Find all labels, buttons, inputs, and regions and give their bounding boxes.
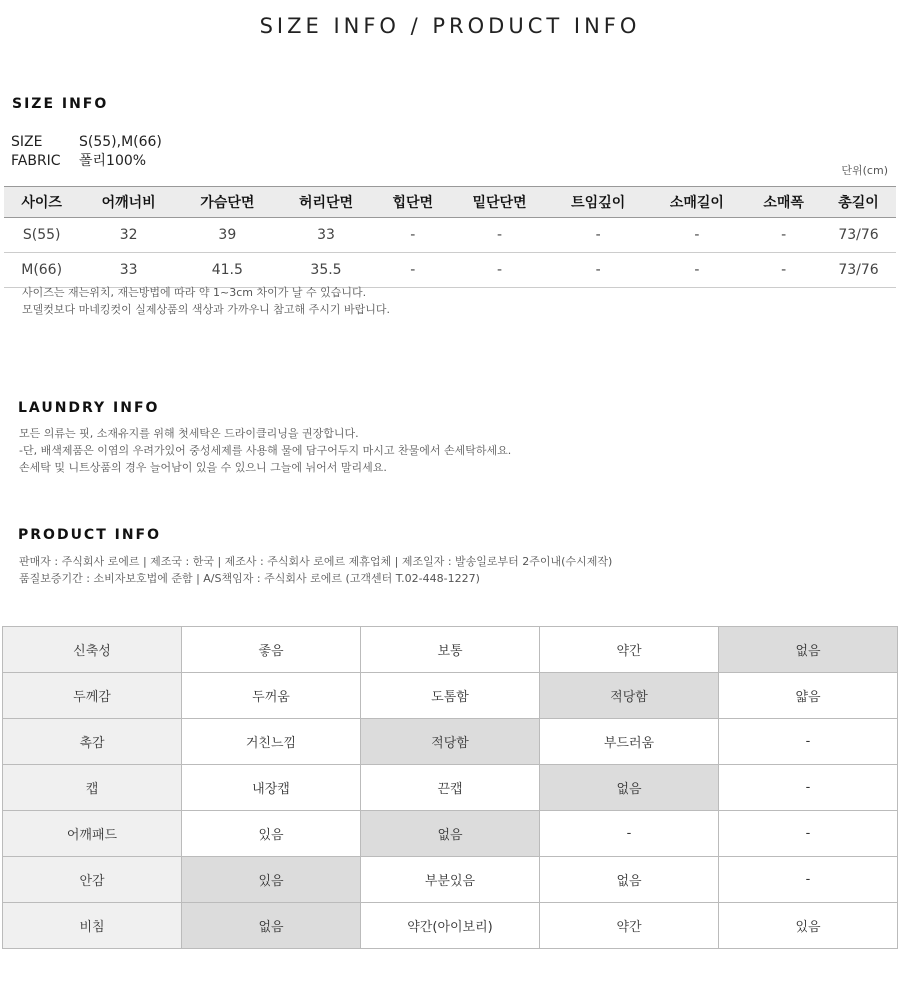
table-cell: 73/76 [821, 218, 896, 253]
attribute-row [3, 627, 898, 673]
attribute-row [3, 719, 898, 765]
attribute-option: 얇음 [719, 673, 898, 719]
table-cell: 32 [79, 218, 178, 253]
size-label: SIZE [11, 134, 43, 150]
attribute-row [3, 811, 898, 857]
size-note: 모델컷보다 마네킹컷이 실제상품의 색상과 가까우니 참고해 주시기 바랍니다. [22, 303, 391, 316]
laundry-info-title: LAUNDRY INFO [18, 400, 160, 416]
table-cell: - [450, 218, 549, 253]
col-header: 힙단면 [375, 187, 450, 218]
attribute-option: 없음 [540, 857, 719, 903]
attribute-option: 적당함 [361, 719, 540, 765]
table-cell: - [746, 253, 821, 288]
laundry-line: 손세탁 및 니트상품의 경우 늘어남이 있을 수 있으니 그늘에 뉘어서 말리세요. [19, 461, 387, 474]
attribute-option: - [719, 765, 898, 811]
attribute-row [3, 903, 898, 949]
attribute-option: 없음 [182, 903, 361, 949]
attribute-option: 내장캡 [182, 765, 361, 811]
table-cell: - [746, 218, 821, 253]
laundry-line: 모든 의류는 핏, 소재유지를 위해 첫세탁은 드라이클리닝을 권장합니다. [19, 427, 359, 440]
table-cell: - [375, 253, 450, 288]
attribute-option: 있음 [182, 857, 361, 903]
table-cell: S(55) [4, 218, 79, 253]
attribute-option: 약간 [540, 627, 719, 673]
attribute-option: 약간(아이보리) [361, 903, 540, 949]
table-cell: 33 [277, 218, 376, 253]
table-cell: 41.5 [178, 253, 277, 288]
table-cell: - [549, 253, 648, 288]
attribute-row [3, 673, 898, 719]
table-cell: - [549, 218, 648, 253]
size-value: S(55),M(66) [79, 134, 162, 150]
page-title: SIZE INFO / PRODUCT INFO [259, 14, 641, 38]
attribute-label: 촉감 [3, 719, 182, 765]
product-notes [19, 553, 612, 587]
attribute-option: 부드러움 [540, 719, 719, 765]
attribute-option: - [719, 719, 898, 765]
fabric-label: FABRIC [11, 153, 61, 169]
laundry-line: -단, 배색제품은 이염의 우려가있어 중성세제를 사용해 물에 담구어두지 마시고 찬물에서 손세탁하세요. [19, 444, 512, 457]
table-cell: M(66) [4, 253, 79, 288]
col-header: 트임깊이 [549, 187, 648, 218]
attribute-label: 캡 [3, 765, 182, 811]
size-table-header [4, 187, 896, 218]
product-line: 판매자 : 주식회사 로에르 | 제조국 : 한국 | 제조사 : 주식회사 로에르 제휴업체 | 제조일자 : 발송일로부터 2주이내(수시제작) [19, 555, 613, 568]
col-header: 어깨너비 [79, 187, 178, 218]
col-header: 총길이 [821, 187, 896, 218]
attribute-option: 없음 [719, 627, 898, 673]
col-header: 허리단면 [277, 187, 376, 218]
attribute-label: 비침 [3, 903, 182, 949]
attribute-option: 보통 [361, 627, 540, 673]
size-note: 사이즈는 재는위치, 재는방법에 따라 약 1~3cm 차이가 날 수 있습니다. [22, 286, 367, 299]
table-cell: 39 [178, 218, 277, 253]
attribute-option: 있음 [182, 811, 361, 857]
table-cell: - [375, 218, 450, 253]
table-row [4, 218, 896, 253]
attribute-option: 부분있음 [361, 857, 540, 903]
attribute-option: 두꺼움 [182, 673, 361, 719]
attribute-option: 있음 [719, 903, 898, 949]
product-info-title: PRODUCT INFO [18, 527, 162, 543]
table-cell: 35.5 [277, 253, 376, 288]
table-cell: - [648, 218, 747, 253]
table-cell: 73/76 [821, 253, 896, 288]
attribute-option: 끈캡 [361, 765, 540, 811]
attribute-label: 어깨패드 [3, 811, 182, 857]
table-cell: 33 [79, 253, 178, 288]
attribute-option: - [719, 811, 898, 857]
size-info-title: SIZE INFO [12, 96, 109, 112]
col-header: 밑단단면 [450, 187, 549, 218]
size-row [11, 134, 162, 150]
attribute-row [3, 765, 898, 811]
attribute-option: 좋음 [182, 627, 361, 673]
col-header: 사이즈 [4, 187, 79, 218]
attribute-row [3, 857, 898, 903]
attribute-option: 거친느낌 [182, 719, 361, 765]
attribute-option: 약간 [540, 903, 719, 949]
size-notes [22, 284, 390, 318]
attribute-label: 안감 [3, 857, 182, 903]
col-header: 소매길이 [648, 187, 747, 218]
unit-label: 단위(cm) [841, 164, 888, 177]
attribute-label: 두께감 [3, 673, 182, 719]
attribute-table [2, 626, 898, 949]
attribute-option: 없음 [361, 811, 540, 857]
product-line: 품질보증기간 : 소비자보호법에 준함 | A/S책임자 : 주식회사 로에르 (고객센터 T.02-448-1227) [19, 572, 480, 585]
size-table [4, 186, 896, 288]
fabric-value: 폴리100% [79, 153, 147, 169]
attribute-label: 신축성 [3, 627, 182, 673]
table-cell: - [450, 253, 549, 288]
table-cell: - [648, 253, 747, 288]
attribute-option: - [540, 811, 719, 857]
attribute-option: 적당함 [540, 673, 719, 719]
fabric-row [11, 150, 146, 170]
col-header: 소매폭 [746, 187, 821, 218]
attribute-option: 도톰함 [361, 673, 540, 719]
laundry-notes [19, 425, 511, 476]
attribute-option: 없음 [540, 765, 719, 811]
table-row [4, 253, 896, 288]
col-header: 가슴단면 [178, 187, 277, 218]
attribute-option: - [719, 857, 898, 903]
